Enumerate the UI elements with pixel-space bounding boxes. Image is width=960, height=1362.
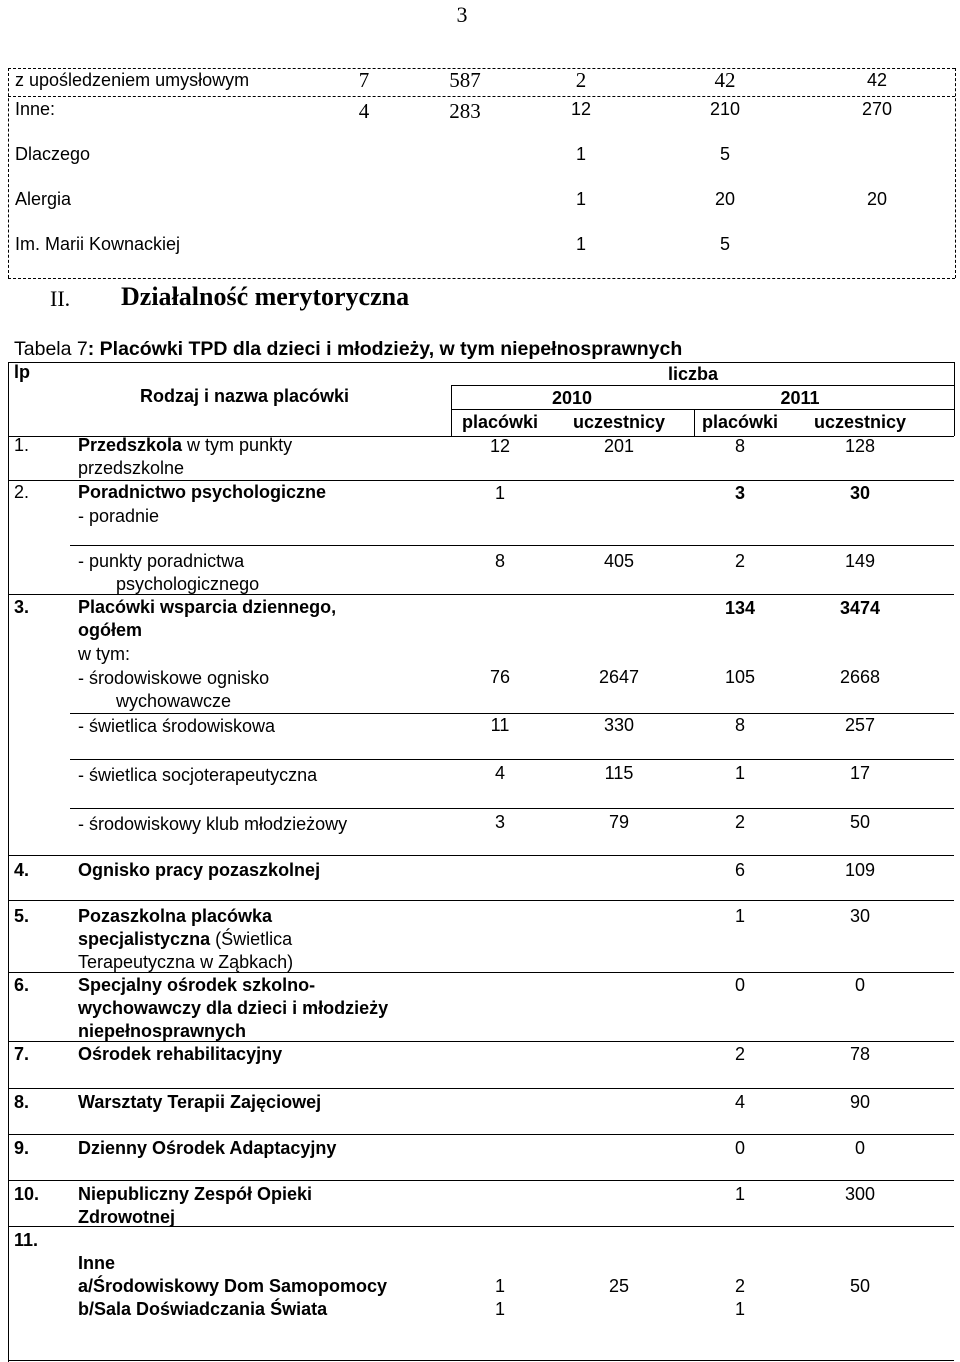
cell: 12 (489, 436, 511, 456)
row-name: Specjalny ośrodek szkolno- (78, 975, 316, 995)
cell: 1 (494, 1276, 506, 1296)
row-name: - środowiskowe ognisko (78, 668, 270, 688)
section-number: II. (50, 286, 71, 311)
page-number: 3 (456, 2, 468, 27)
cell: 405 (603, 551, 635, 571)
row-name: Inne (78, 1253, 116, 1273)
grid-line (70, 713, 954, 714)
cell: 1 (494, 1299, 506, 1319)
header-2010: 2010 (551, 388, 593, 408)
grid-line (70, 759, 954, 760)
cell: 2 (734, 551, 746, 571)
row-name-bold: Przedszkola (78, 435, 183, 455)
row-name-line: psychologicznego (116, 574, 260, 594)
cell: 79 (608, 812, 630, 832)
grid-line (8, 362, 9, 1362)
grid-line (8, 1134, 954, 1135)
cell: 1 (575, 144, 587, 164)
row-name-line: w tym: (78, 644, 130, 664)
row-name-line: b/Sala Doświadczania Świata (78, 1299, 328, 1319)
row-label: Im. Marii Kownackiej (15, 234, 181, 254)
grid-line (70, 545, 954, 546)
cell: 587 (449, 68, 481, 92)
cell: 4 (734, 1092, 746, 1112)
header-rodzaj: Rodzaj i nazwa placówki (140, 386, 350, 406)
cell: 1 (734, 906, 746, 926)
dashed-line (8, 96, 955, 97)
row-name: Ośrodek rehabilitacyjny (78, 1044, 283, 1064)
cell: 109 (844, 860, 876, 880)
cell: 4 (358, 99, 370, 123)
grid-line (8, 1360, 954, 1361)
cell: 50 (849, 812, 871, 832)
header-2011: 2011 (780, 388, 820, 408)
grid-line (8, 855, 954, 856)
cell: 30 (849, 483, 871, 503)
cell: 3 (734, 483, 746, 503)
row-name-line: przedszkolne (78, 458, 185, 478)
row-name-line: ogółem (78, 620, 143, 640)
cell: 3 (494, 812, 506, 832)
cell: 8 (734, 436, 746, 456)
grid-line (8, 900, 954, 901)
row-name-rest: (Świetlica (210, 929, 293, 949)
cell: 42 (714, 68, 736, 92)
cell: 270 (861, 99, 893, 119)
cell: 12 (570, 99, 592, 119)
cell: 105 (724, 667, 756, 687)
row-number: 7. (14, 1044, 30, 1064)
caption-title: : Placówki TPD dla dzieci i młodzieży, w tym niepełnosprawnych (87, 338, 683, 360)
row-name: Warsztaty Terapii Zajęciowej (78, 1092, 322, 1112)
cell: 257 (844, 715, 876, 735)
cell: 2668 (839, 667, 881, 687)
cell: 2647 (598, 667, 640, 687)
cell: 6 (734, 860, 746, 880)
row-name-rest: w tym punkty (182, 435, 293, 455)
cell: 50 (849, 1276, 871, 1296)
row-name-line: niepełnosprawnych (78, 1021, 247, 1041)
cell: 1 (494, 483, 506, 503)
grid-line (8, 1180, 954, 1181)
table-caption (14, 338, 682, 361)
row-name-line: Zdrowotnej (78, 1207, 175, 1227)
row-number: 8. (14, 1092, 30, 1112)
header-lp: lp (14, 362, 30, 382)
row-name-line: wychowawczy dla dzieci i młodzieży (78, 998, 389, 1018)
cell: 76 (489, 667, 511, 687)
row-name-line: wychowawcze (116, 691, 232, 711)
cell: 20 (866, 189, 888, 209)
row-name: Niepubliczny Zespół Opieki (78, 1184, 313, 1204)
cell: 1 (734, 763, 746, 783)
row-name: Placówki wsparcia dziennego, (78, 597, 337, 617)
grid-line (70, 808, 954, 809)
row-name (78, 435, 292, 456)
cell: 201 (603, 436, 635, 456)
dashed-border (955, 68, 956, 278)
grid-line (8, 480, 954, 481)
grid-line (8, 1088, 954, 1089)
row-name-line: a/Środowiskowy Dom Samopomocy (78, 1276, 388, 1296)
grid-line (954, 362, 955, 436)
cell: 5 (719, 144, 731, 164)
row-name: Pozaszkolna placówka (78, 906, 273, 926)
row-subname: - poradnie (78, 506, 160, 526)
row-name: - punkty poradnictwa (78, 551, 245, 571)
cell: 4 (494, 763, 506, 783)
cell: 0 (854, 975, 866, 995)
grid-line (451, 385, 954, 386)
row-name: Dzienny Ośrodek Adaptacyjny (78, 1138, 337, 1158)
row-number: 3. (14, 597, 30, 617)
grid-line (451, 385, 452, 436)
cell: 149 (844, 551, 876, 571)
row-name-line: Terapeutyczna w Ząbkach) (78, 952, 294, 972)
cell: 42 (866, 70, 888, 90)
row-number: 1. (14, 435, 30, 455)
row-number: 2. (14, 482, 30, 502)
row-name-bold: specjalistyczna (78, 929, 211, 949)
row-number: 10. (14, 1184, 40, 1204)
cell: 1 (734, 1299, 746, 1319)
cell: 128 (844, 436, 876, 456)
row-name: Poradnictwo psychologiczne (78, 482, 327, 502)
cell: 2 (734, 1044, 746, 1064)
header-liczba: liczba (667, 364, 719, 384)
cell: 1 (575, 189, 587, 209)
section-title: Działalność merytoryczna (121, 282, 410, 311)
row-label: z upośledzeniem umysłowym (15, 70, 250, 90)
cell: 283 (449, 99, 481, 123)
row-name: - świetlica środowiskowa (78, 716, 276, 736)
grid-line (8, 362, 954, 363)
header-uczestnicy-2011: uczestnicy (813, 412, 907, 432)
grid-line (451, 409, 954, 410)
dashed-line (8, 68, 955, 69)
cell: 2 (575, 68, 587, 92)
cell: 20 (714, 189, 736, 209)
row-name: - środowiskowy klub młodzieżowy (78, 814, 348, 834)
cell: 8 (494, 551, 506, 571)
cell: 11 (490, 715, 510, 735)
cell: 115 (604, 763, 634, 783)
row-number: 9. (14, 1138, 30, 1158)
cell: 134 (724, 598, 756, 618)
cell: 5 (719, 234, 731, 254)
row-number: 6. (14, 975, 30, 995)
cell: 17 (849, 763, 871, 783)
row-label: Inne: (15, 99, 56, 119)
row-number: 4. (14, 860, 30, 880)
cell: 25 (608, 1276, 630, 1296)
dashed-line (8, 278, 955, 279)
header-uczestnicy-2010: uczestnicy (572, 412, 666, 432)
cell: 0 (734, 1138, 746, 1158)
row-name: Ognisko pracy pozaszkolnej (78, 860, 321, 880)
cell: 2 (734, 812, 746, 832)
cell: 8 (734, 715, 746, 735)
cell: 0 (734, 975, 746, 995)
cell: 1 (734, 1184, 746, 1204)
cell: 0 (854, 1138, 866, 1158)
row-number: 5. (14, 906, 30, 926)
cell: 90 (849, 1092, 871, 1112)
cell: 300 (844, 1184, 876, 1204)
row-number: 11. (14, 1230, 39, 1250)
row-label: Dlaczego (15, 144, 91, 164)
cell: 2 (734, 1276, 746, 1296)
cell: 7 (358, 68, 370, 92)
cell: 3474 (839, 598, 881, 618)
row-name: - świetlica socjoterapeutyczna (78, 765, 318, 785)
caption-prefix: Tabela 7 (14, 338, 88, 360)
dashed-border (8, 68, 9, 278)
header-placowki-2010: placówki (461, 412, 539, 432)
header-placowki-2011: placówki (701, 412, 779, 432)
grid-line (694, 409, 695, 436)
cell: 330 (603, 715, 635, 735)
cell: 78 (849, 1044, 871, 1064)
cell: 1 (575, 234, 587, 254)
row-label: Alergia (15, 189, 72, 209)
row-name-line (78, 929, 292, 950)
cell: 30 (849, 906, 871, 926)
cell: 210 (709, 99, 741, 119)
